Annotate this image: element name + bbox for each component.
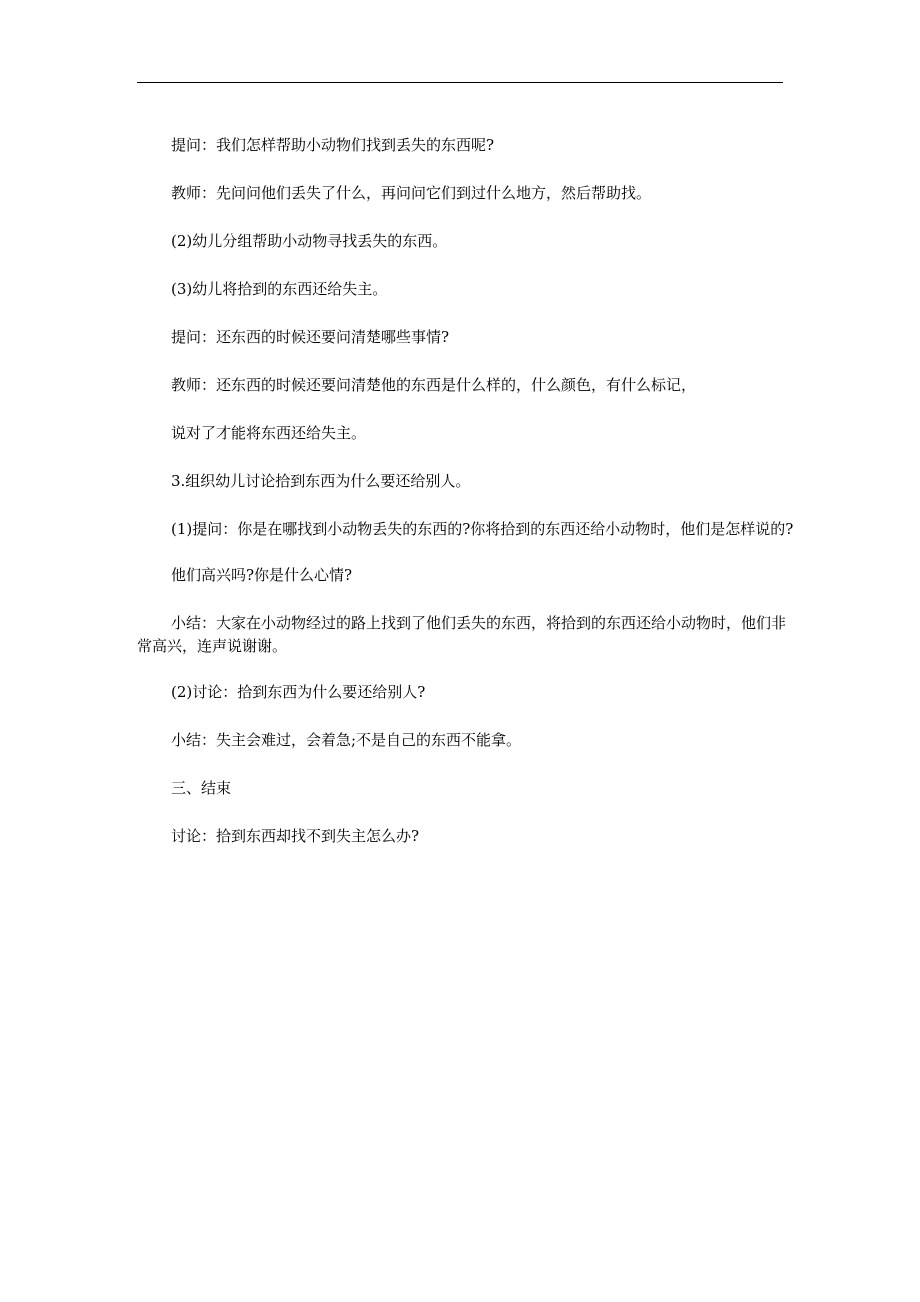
header-rule (137, 82, 783, 83)
paragraph-question-1: 提问：我们怎样帮助小动物们找到丢失的东西呢? (171, 136, 495, 154)
paragraph-heading-end: 三、结束 (171, 779, 232, 797)
paragraph-summary-1: 小结：大家在小动物经过的路上找到了他们丢失的东西，将拾到的东西还给小动物时，他们非常高兴，连声说谢谢。 (137, 614, 787, 655)
paragraph-step-3: (3)幼儿将拾到的东西还给失主。 (171, 280, 388, 298)
paragraph-discussion-2: 讨论：拾到东西却找不到失主怎么办? (171, 827, 420, 845)
paragraph-teacher-2: 教师：还东西的时候还要问清楚他的东西是什么样的，什么颜色，有什么标记， (171, 376, 697, 394)
paragraph-section-3: 3.组织幼儿讨论拾到东西为什么要还给别人。 (171, 472, 471, 490)
paragraph-question-3-followup: 他们高兴吗?你是什么心情? (171, 566, 353, 584)
paragraph-teacher-1: 教师：先问问他们丢失了什么，再问问它们到过什么地方，然后帮助找。 (171, 184, 652, 202)
paragraph-teacher-2-cont: 说对了才能将东西还给失主。 (171, 424, 367, 442)
paragraph-summary-2: 小结：失主会难过，会着急;不是自己的东西不能拿。 (171, 731, 522, 749)
paragraph-step-2: (2)幼儿分组帮助小动物寻找丢失的东西。 (171, 232, 448, 250)
paragraph-question-2: 提问：还东西的时候还要问清楚哪些事情? (171, 328, 450, 346)
document-body (137, 134, 797, 873)
paragraph-discussion-1: (2)讨论：拾到东西为什么要还给别人? (171, 683, 426, 701)
paragraph-question-3: (1)提问：你是在哪找到小动物丢失的东西的?你将拾到的东西还给小动物时，他们是怎样说的? (171, 520, 794, 538)
